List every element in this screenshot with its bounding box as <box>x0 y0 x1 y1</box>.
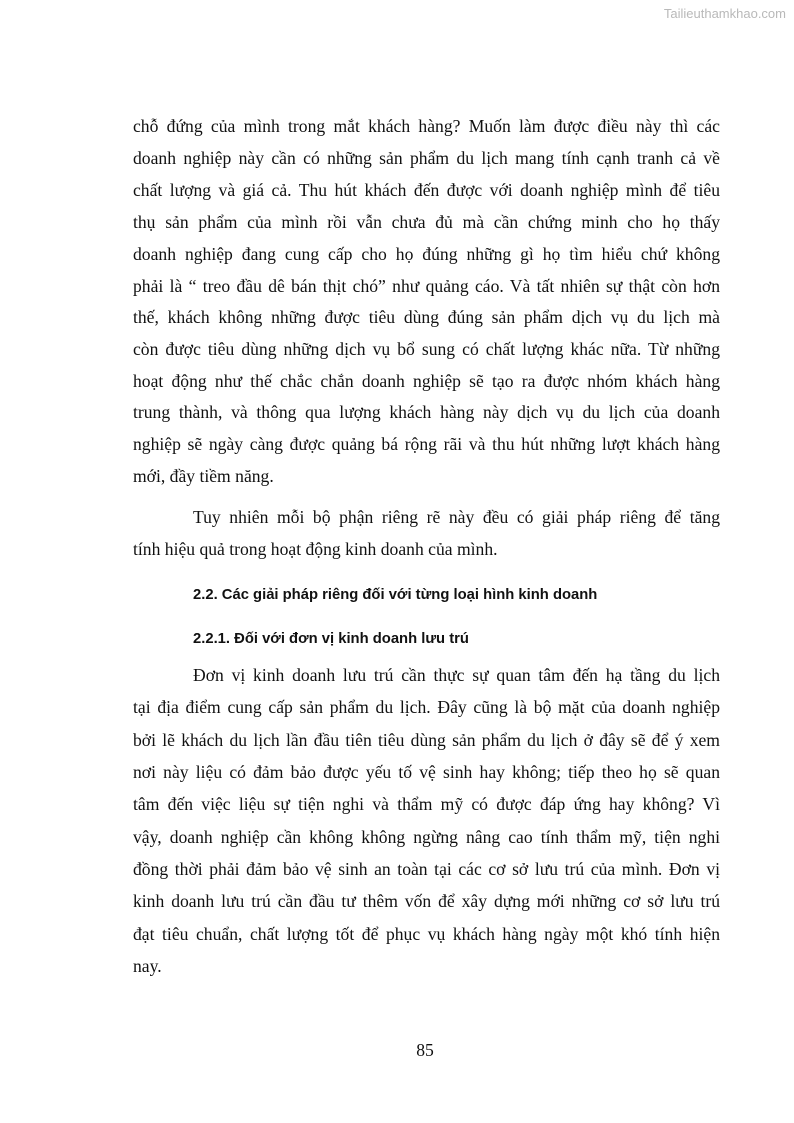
text-line: đạt tiêu chuẩn, chất lượng tốt để phục vụ khách hàng ngày một khó tính hiện <box>133 924 720 944</box>
text-line: doanh nghiệp đang cung cấp cho họ đúng những gì họ tìm hiểu chứ không <box>133 244 720 264</box>
text-line: nơi này liệu có đảm bảo được yếu tố vệ sinh hay không; tiếp theo họ sẽ quan <box>133 762 720 782</box>
text-line: thế, khách không những được tiêu dùng đúng sản phẩm dịch vụ du lịch mà <box>133 307 720 327</box>
section-heading: 2.2. Các giải pháp riêng đối với từng loại hình kinh doanh <box>193 587 598 603</box>
text-line: Đơn vị kinh doanh lưu trú cần thực sự quan tâm đến hạ tầng du lịch <box>193 665 720 685</box>
text-line: doanh nghiệp này cần có những sản phẩm du lịch mang tính cạnh tranh cả về <box>133 148 720 168</box>
text-line: Tuy nhiên mỗi bộ phận riêng rẽ này đều có giải pháp riêng để tăng <box>193 507 720 527</box>
text-line: phải là “ treo đầu dê bán thịt chó” như quảng cáo. Và tất nhiên sự thật còn hơn <box>133 276 720 296</box>
text-line: đồng thời phải đảm bảo vệ sinh an toàn tại các cơ sở lưu trú của mình. Đơn vị <box>133 859 720 879</box>
text-line: nghiệp sẽ ngày càng được quảng bá rộng rãi và thu hút những lượt khách hàng <box>133 434 720 454</box>
text-line: còn được tiêu dùng những dịch vụ bổ sung có chất lượng khác nữa. Từ những <box>133 339 720 359</box>
text-line: tâm đến việc liệu sự tiện nghi và thẩm mỹ có được đáp ứng hay không? Vì <box>133 794 720 814</box>
text-line: bởi lẽ khách du lịch lần đầu tiên tiêu dùng sản phẩm du lịch ở đây sẽ để ý xem <box>133 730 720 750</box>
text-line: kinh doanh lưu trú cần đầu tư thêm vốn để xây dựng mới những cơ sở lưu trú <box>133 891 720 911</box>
subsection-heading: 2.2.1. Đối với đơn vị kinh doanh lưu trú <box>193 631 469 647</box>
text-line: tính hiệu quả trong hoạt động kinh doanh của mình. <box>133 539 498 559</box>
page-number: 85 <box>416 1040 434 1060</box>
text-line: chỗ đứng của mình trong mắt khách hàng? Muốn làm được điều này thì các <box>133 116 720 136</box>
text-line: mới, đầy tiềm năng. <box>133 466 274 486</box>
text-line: nay. <box>133 956 162 976</box>
text-line: tại địa điểm cung cấp sản phẩm du lịch. Đây cũng là bộ mặt của doanh nghiệp <box>133 697 720 717</box>
text-line: thụ sản phẩm của mình rồi vẫn chưa đủ mà cần chứng minh cho họ thấy <box>133 212 720 232</box>
text-line: trung thành, và thông qua lượng khách hàng này dịch vụ du lịch của doanh <box>133 402 720 422</box>
text-line: chất lượng và giá cả. Thu hút khách đến được với doanh nghiệp mình để tiêu <box>133 180 720 200</box>
text-line: hoạt động như thế chắc chắn doanh nghiệp sẽ tạo ra được nhóm khách hàng <box>133 371 720 391</box>
watermark: Tailieuthamkhao.com <box>663 6 786 21</box>
text-line: vậy, doanh nghiệp cần không không ngừng nâng cao tính thẩm mỹ, tiện nghi <box>133 827 720 847</box>
